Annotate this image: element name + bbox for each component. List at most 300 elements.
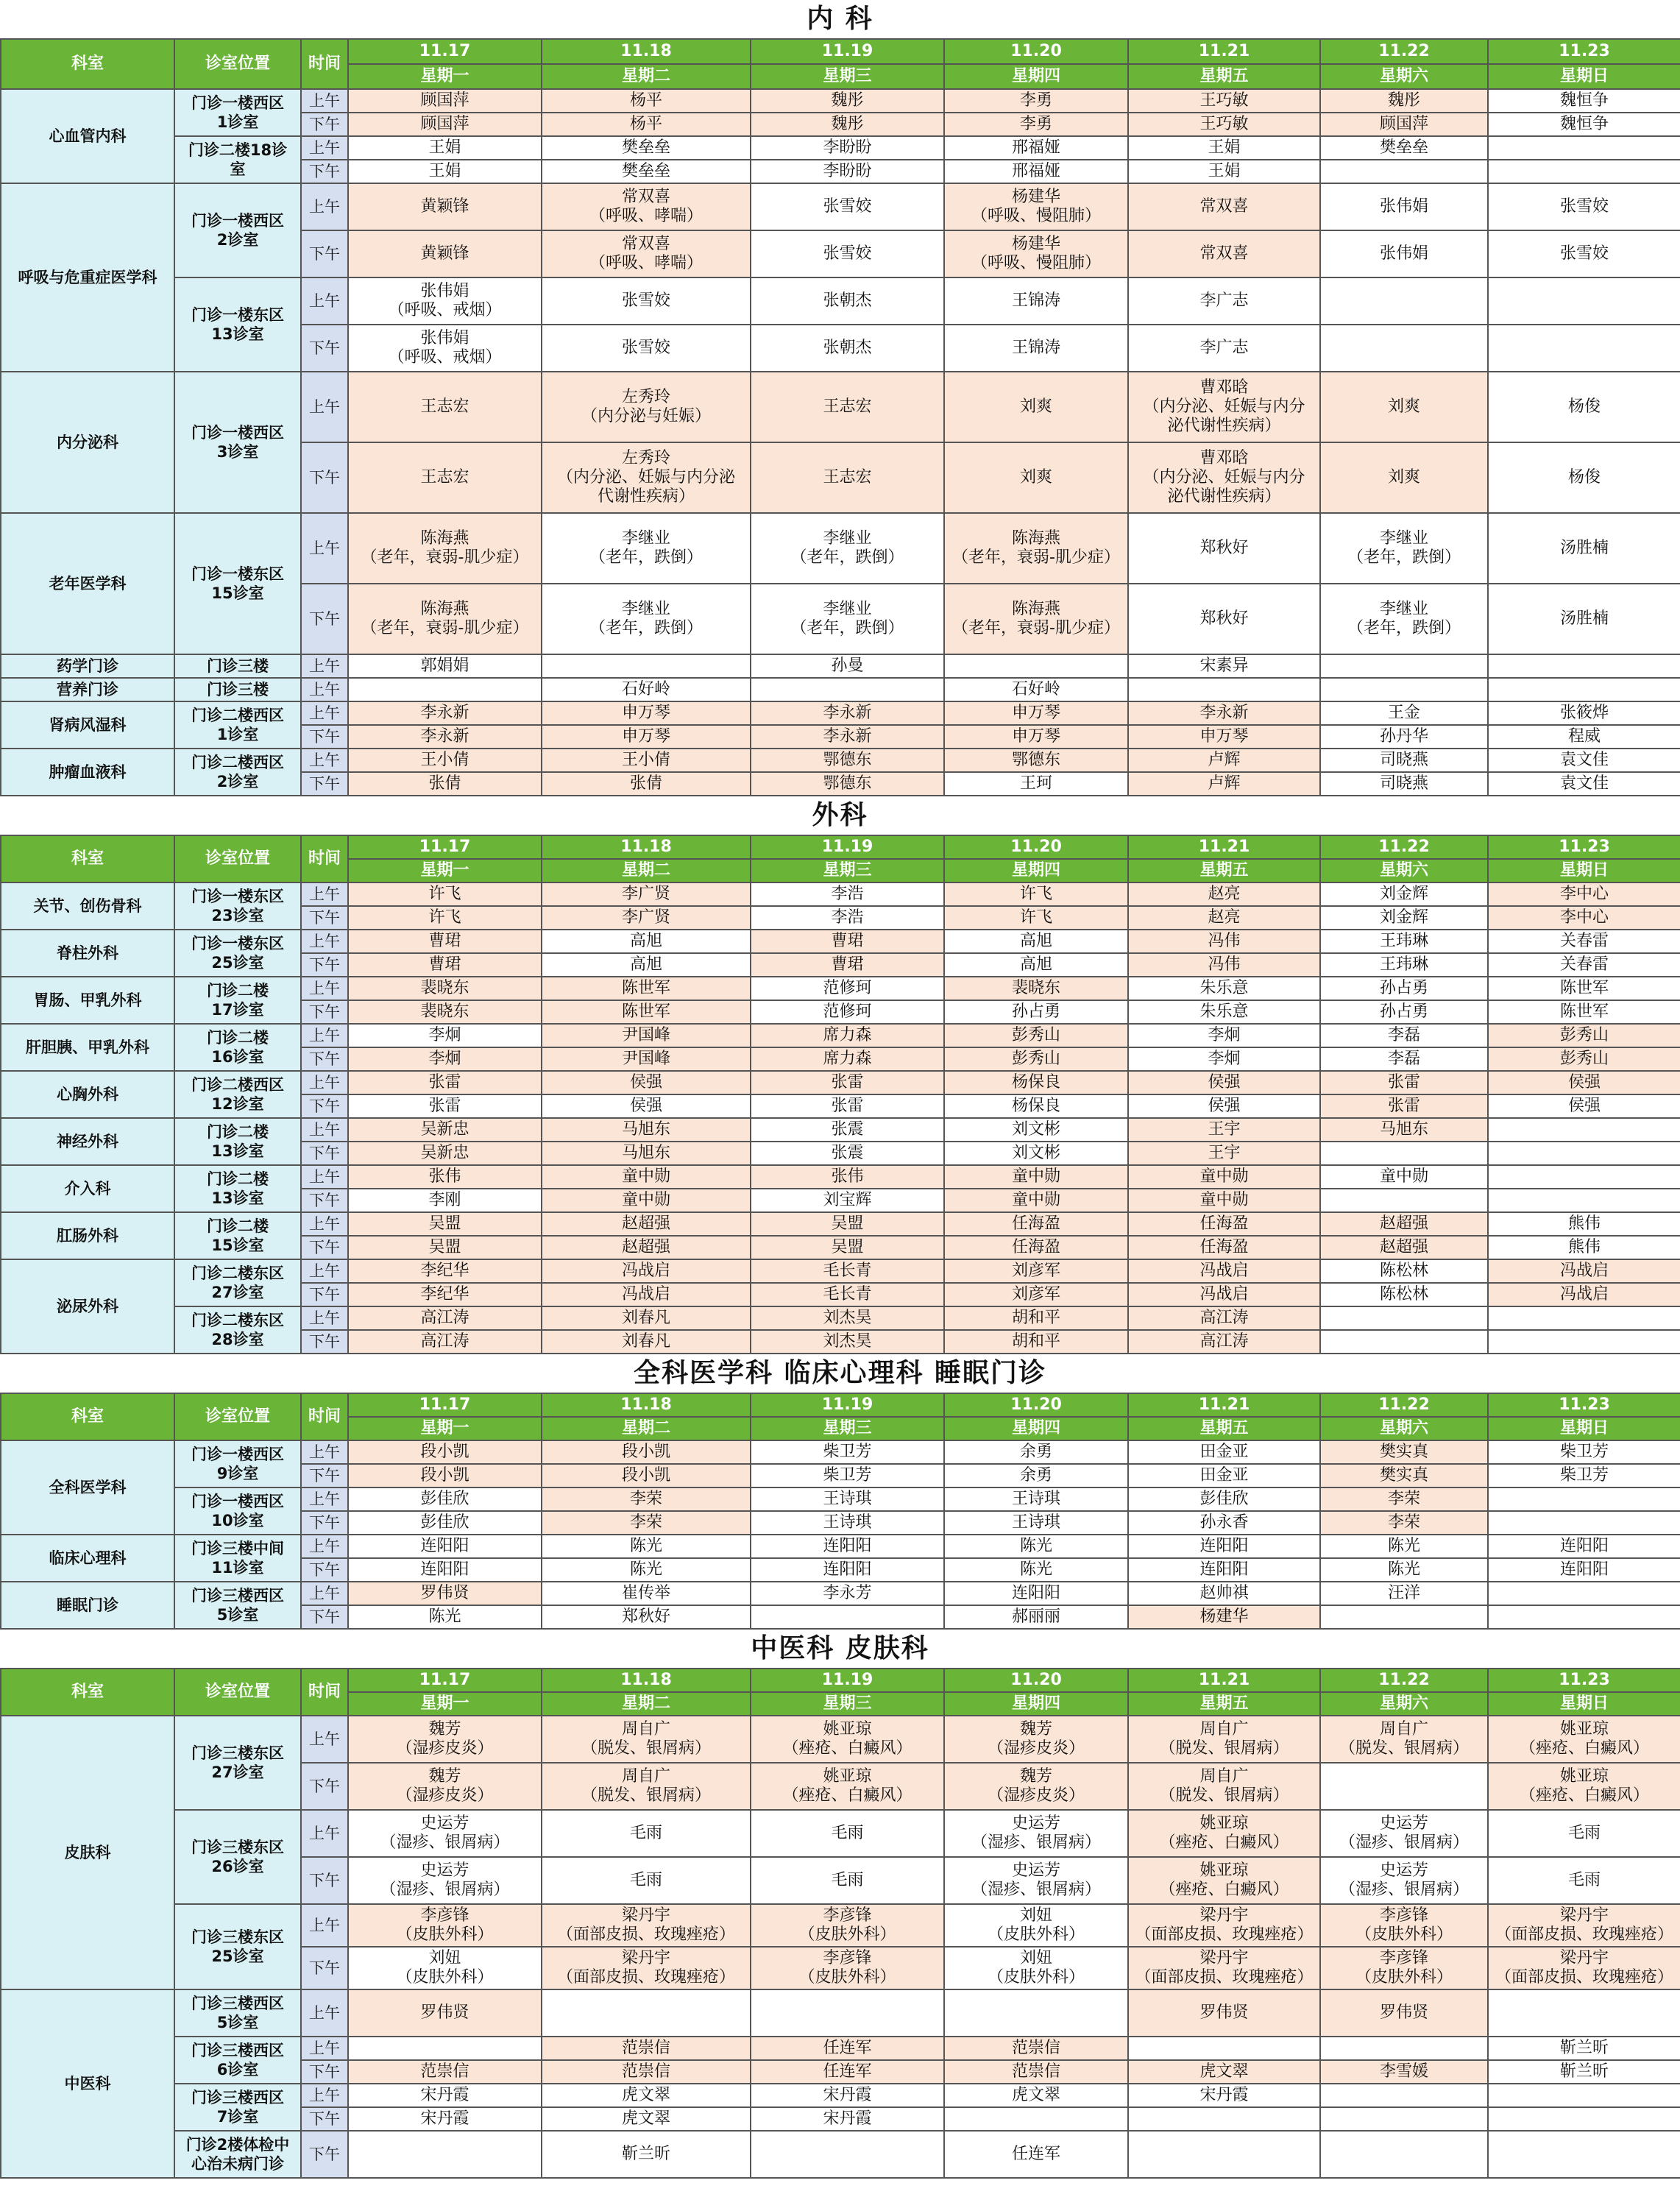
doctor-cell: 张雪姣 — [751, 183, 944, 230]
column-header-weekday: 星期六 — [1320, 1692, 1488, 1716]
doctor-cell: 马旭东 — [1320, 1118, 1488, 1142]
doctor-cell: 张伟娟 — [1320, 230, 1488, 277]
doctor-cell: 宋丹霞 — [1128, 2084, 1320, 2107]
doctor-cell: 段小凯 — [348, 1464, 542, 1487]
doctor-cell: 史运芳 （湿疹、银屑病） — [944, 1857, 1128, 1904]
time-slot: 上午 — [301, 1440, 348, 1464]
doctor-cell: 王娟 — [1128, 136, 1320, 160]
doctor-cell: 童中勋 — [1128, 1189, 1320, 1212]
doctor-cell: 李中心 — [1488, 906, 1680, 930]
doctor-cell: 刘爽 — [944, 442, 1128, 513]
time-slot: 上午 — [301, 1989, 348, 2037]
doctor-cell: 李彦锋 （皮肤外科） — [1320, 1904, 1488, 1947]
doctor-cell: 鄂德东 — [751, 772, 944, 796]
doctor-cell: 王玮琳 — [1320, 930, 1488, 953]
section-title: 中医科 皮肤科 — [751, 1633, 929, 1663]
doctor-cell: 柴卫芳 — [751, 1464, 944, 1487]
doctor-cell: 王娟 — [348, 136, 542, 160]
time-slot: 下午 — [301, 1047, 348, 1071]
time-slot: 上午 — [301, 513, 348, 584]
doctor-cell: 宋丹霞 — [751, 2107, 944, 2131]
doctor-cell: 郑秋好 — [542, 1605, 751, 1629]
doctor-cell: 许飞 — [348, 906, 542, 930]
clinic-location: 门诊二楼东区 27诊室 — [174, 1259, 301, 1306]
doctor-cell: 冯战启 — [1488, 1259, 1680, 1283]
doctor-cell: 陈世军 — [1488, 977, 1680, 1000]
doctor-cell: 鄂德东 — [751, 749, 944, 772]
time-slot: 下午 — [301, 1947, 348, 1989]
clinic-location: 门诊一楼西区 9诊室 — [174, 1440, 301, 1487]
doctor-cell — [1488, 1142, 1680, 1165]
time-slot: 下午 — [301, 1605, 348, 1629]
doctor-cell: 黄颖锋 — [348, 183, 542, 230]
doctor-cell: 宋丹霞 — [348, 2084, 542, 2107]
doctor-cell: 常双喜 （呼吸、哮喘） — [542, 230, 751, 277]
time-slot: 下午 — [301, 1763, 348, 1810]
doctor-cell: 王志宏 — [751, 442, 944, 513]
doctor-cell: 顾国萍 — [348, 89, 542, 113]
doctor-cell: 段小凯 — [348, 1440, 542, 1464]
department-name: 老年医学科 — [1, 513, 174, 654]
doctor-cell: 王志宏 — [348, 442, 542, 513]
doctor-cell: 高旭 — [542, 953, 751, 977]
doctor-cell: 王玮琳 — [1320, 953, 1488, 977]
doctor-cell: 魏彤 — [751, 113, 944, 136]
table-row — [1, 1810, 1680, 1857]
doctor-cell: 李广志 — [1128, 325, 1320, 372]
doctor-cell: 吴新忠 — [348, 1118, 542, 1142]
doctor-cell: 赵超强 — [542, 1212, 751, 1236]
table-row — [1, 1212, 1680, 1236]
doctor-cell: 毛雨 — [1488, 1857, 1680, 1904]
doctor-cell: 毛雨 — [542, 1857, 751, 1904]
doctor-cell: 连阳阳 — [1488, 1558, 1680, 1582]
time-slot: 上午 — [301, 1071, 348, 1094]
doctor-cell: 张伟 — [751, 1165, 944, 1189]
time-slot: 下午 — [301, 230, 348, 277]
table-row — [1, 1904, 1680, 1947]
time-slot: 上午 — [301, 701, 348, 725]
doctor-cell: 靳兰昕 — [1488, 2060, 1680, 2084]
doctor-cell — [1128, 2037, 1320, 2060]
column-header-date: 11.20 — [944, 1669, 1128, 1692]
table-row — [1, 1071, 1680, 1094]
doctor-cell: 顾国萍 — [1320, 113, 1488, 136]
doctor-cell: 虎文翠 — [944, 2084, 1128, 2107]
column-header-weekday: 星期五 — [1128, 64, 1320, 89]
doctor-cell: 左秀玲 （内分泌与妊娠） — [542, 372, 751, 442]
clinic-location: 门诊三楼 — [174, 678, 301, 701]
doctor-cell: 汤胜楠 — [1488, 584, 1680, 654]
time-slot: 上午 — [301, 1582, 348, 1605]
doctor-cell: 张雷 — [348, 1071, 542, 1094]
doctor-cell: 魏芳 （湿疹皮炎） — [944, 1763, 1128, 1810]
schedule-table — [0, 835, 1680, 1354]
table-row — [1, 1259, 1680, 1283]
doctor-cell: 常双喜 （呼吸、哮喘） — [542, 183, 751, 230]
doctor-cell: 梁丹宇 （面部皮损、玫瑰痤疮） — [1128, 1904, 1320, 1947]
doctor-cell: 周自广 （脱发、银屑病） — [1128, 1763, 1320, 1810]
doctor-cell: 姚亚琼 （痤疮、白癜风） — [1488, 1716, 1680, 1763]
column-header-location: 诊室位置 — [174, 1393, 301, 1440]
doctor-cell: 张倩 — [542, 772, 751, 796]
doctor-cell: 冯战启 — [542, 1259, 751, 1283]
doctor-cell: 尹国峰 — [542, 1047, 751, 1071]
department-name: 肿瘤血液科 — [1, 749, 174, 796]
doctor-cell: 王珂 — [944, 772, 1128, 796]
doctor-cell: 柴卫芳 — [1488, 1440, 1680, 1464]
doctor-cell — [1128, 2131, 1320, 2178]
doctor-cell — [1320, 277, 1488, 325]
time-slot: 上午 — [301, 1212, 348, 1236]
doctor-cell: 许飞 — [944, 882, 1128, 906]
doctor-cell — [1488, 160, 1680, 183]
doctor-cell: 申万琴 — [542, 701, 751, 725]
doctor-cell: 刘爽 — [1320, 442, 1488, 513]
doctor-cell: 李荣 — [1320, 1511, 1488, 1535]
column-header-location: 诊室位置 — [174, 1669, 301, 1716]
column-header-time: 时间 — [301, 39, 348, 89]
doctor-cell: 关春雷 — [1488, 930, 1680, 953]
doctor-cell: 张雪姣 — [1488, 230, 1680, 277]
doctor-cell: 柴卫芳 — [751, 1440, 944, 1464]
doctor-cell: 王巧敏 — [1128, 113, 1320, 136]
doctor-cell: 郑秋好 — [1128, 513, 1320, 584]
doctor-cell: 王宇 — [1128, 1142, 1320, 1165]
doctor-cell: 彭秀山 — [1488, 1047, 1680, 1071]
section-title: 外科 — [812, 800, 868, 830]
clinic-location: 门诊三楼东区 27诊室 — [174, 1716, 301, 1810]
doctor-cell: 李永新 — [348, 701, 542, 725]
table-row — [1, 1306, 1680, 1330]
time-slot: 下午 — [301, 1142, 348, 1165]
doctor-cell: 李炯 — [1128, 1047, 1320, 1071]
clinic-location: 门诊一楼西区 10诊室 — [174, 1487, 301, 1535]
column-header-date: 11.20 — [944, 835, 1128, 859]
doctor-cell: 毛雨 — [542, 1810, 751, 1857]
clinic-location: 门诊一楼东区 13诊室 — [174, 277, 301, 372]
doctor-cell: 梁丹宇 （面部皮损、玫瑰痤疮） — [542, 1947, 751, 1989]
doctor-cell: 陈松林 — [1320, 1283, 1488, 1306]
time-slot: 上午 — [301, 1487, 348, 1511]
doctor-cell: 冯伟 — [1128, 953, 1320, 977]
doctor-cell: 张伟 — [348, 1165, 542, 1189]
doctor-cell: 李彦锋 （皮肤外科） — [751, 1947, 944, 1989]
column-header-dept: 科室 — [1, 835, 174, 882]
time-slot: 上午 — [301, 2037, 348, 2060]
doctor-cell: 杨建华 （呼吸、慢阻肺） — [944, 230, 1128, 277]
column-header-weekday: 星期三 — [751, 859, 944, 882]
doctor-cell: 熊伟 — [1488, 1212, 1680, 1236]
doctor-cell: 王娟 — [1128, 160, 1320, 183]
doctor-cell: 李勇 — [944, 89, 1128, 113]
doctor-cell: 彭佳欣 — [1128, 1487, 1320, 1511]
doctor-cell: 李永新 — [1128, 701, 1320, 725]
doctor-cell: 田金亚 — [1128, 1464, 1320, 1487]
doctor-cell: 席力森 — [751, 1024, 944, 1047]
doctor-cell: 李彦锋 （皮肤外科） — [348, 1904, 542, 1947]
clinic-location: 门诊2楼体检中 心治未病门诊 — [174, 2131, 301, 2178]
department-name: 临床心理科 — [1, 1535, 174, 1582]
doctor-cell: 侯强 — [1488, 1094, 1680, 1118]
column-header-weekday: 星期二 — [542, 859, 751, 882]
column-header-location: 诊室位置 — [174, 39, 301, 89]
doctor-cell: 侯强 — [542, 1094, 751, 1118]
clinic-location: 门诊一楼东区 23诊室 — [174, 882, 301, 930]
doctor-cell: 余勇 — [944, 1440, 1128, 1464]
doctor-cell: 刘妞 （皮肤外科） — [944, 1904, 1128, 1947]
doctor-cell: 司晓燕 — [1320, 749, 1488, 772]
doctor-cell: 宋丹霞 — [751, 2084, 944, 2107]
table-row — [1, 1118, 1680, 1142]
doctor-cell — [1488, 1306, 1680, 1330]
doctor-cell: 冯战启 — [1128, 1283, 1320, 1306]
doctor-cell: 杨俊 — [1488, 442, 1680, 513]
doctor-cell: 张雪姣 — [542, 325, 751, 372]
column-header-date: 11.18 — [542, 1393, 751, 1417]
department-name: 睡眠门诊 — [1, 1582, 174, 1629]
doctor-cell: 侯强 — [542, 1071, 751, 1094]
department-name: 全科医学科 — [1, 1440, 174, 1535]
table-row — [1, 372, 1680, 442]
doctor-cell: 童中勋 — [542, 1165, 751, 1189]
doctor-cell — [1320, 2084, 1488, 2107]
doctor-cell: 汤胜楠 — [1488, 513, 1680, 584]
column-header-weekday: 星期日 — [1488, 64, 1680, 89]
column-header-date: 11.21 — [1128, 835, 1320, 859]
doctor-cell: 杨平 — [542, 89, 751, 113]
time-slot: 上午 — [301, 1024, 348, 1047]
doctor-cell: 范崇信 — [944, 2060, 1128, 2084]
table-row — [1, 930, 1680, 953]
doctor-cell: 李永芳 — [751, 1582, 944, 1605]
column-header-date: 11.21 — [1128, 39, 1320, 64]
column-header-weekday: 星期六 — [1320, 859, 1488, 882]
column-header-dept: 科室 — [1, 1669, 174, 1716]
doctor-cell: 童中勋 — [944, 1189, 1128, 1212]
doctor-cell: 虎文翠 — [542, 2107, 751, 2131]
time-slot: 下午 — [301, 2131, 348, 2178]
doctor-cell: 刘爽 — [1320, 372, 1488, 442]
doctor-cell: 陈海燕 （老年，衰弱-肌少症） — [348, 584, 542, 654]
clinic-location: 门诊二楼 13诊室 — [174, 1165, 301, 1212]
doctor-cell: 李纪华 — [348, 1259, 542, 1283]
doctor-cell: 范崇信 — [542, 2037, 751, 2060]
doctor-cell: 姚亚琼 （痤疮、白癜风） — [751, 1763, 944, 1810]
header-row-dates — [1, 1669, 1680, 1692]
doctor-cell — [542, 1989, 751, 2037]
doctor-cell: 姚亚琼 （痤疮、白癜风） — [751, 1716, 944, 1763]
doctor-cell — [1488, 1605, 1680, 1629]
doctor-cell: 任海盈 — [944, 1236, 1128, 1259]
doctor-cell: 杨保良 — [944, 1071, 1128, 1094]
doctor-cell: 侯强 — [1128, 1071, 1320, 1094]
clinic-location: 门诊二楼 13诊室 — [174, 1118, 301, 1165]
doctor-cell: 彭佳欣 — [348, 1487, 542, 1511]
doctor-cell: 孙占勇 — [1320, 1000, 1488, 1024]
doctor-cell: 李永新 — [348, 725, 542, 749]
doctor-cell: 田金亚 — [1128, 1440, 1320, 1464]
doctor-cell: 陈世军 — [542, 977, 751, 1000]
doctor-cell: 樊垒垒 — [542, 160, 751, 183]
doctor-cell: 童中勋 — [1128, 1165, 1320, 1189]
doctor-cell — [542, 654, 751, 678]
doctor-cell: 李盼盼 — [751, 160, 944, 183]
doctor-cell: 柴卫芳 — [1488, 1464, 1680, 1487]
doctor-cell: 张雪姣 — [1488, 183, 1680, 230]
doctor-cell: 陈海燕 （老年，衰弱-肌少症） — [944, 513, 1128, 584]
doctor-cell: 郝丽丽 — [944, 1605, 1128, 1629]
doctor-cell: 范崇信 — [348, 2060, 542, 2084]
time-slot: 上午 — [301, 1904, 348, 1947]
doctor-cell: 吴盟 — [348, 1212, 542, 1236]
doctor-cell: 李荣 — [1320, 1487, 1488, 1511]
column-header-weekday: 星期三 — [751, 1417, 944, 1440]
doctor-cell: 王宇 — [1128, 1118, 1320, 1142]
doctor-cell — [1488, 325, 1680, 372]
doctor-cell: 郑秋好 — [1128, 584, 1320, 654]
time-slot: 下午 — [301, 1330, 348, 1354]
schedule-table — [0, 38, 1680, 796]
time-slot: 下午 — [301, 725, 348, 749]
doctor-cell: 樊垒垒 — [542, 136, 751, 160]
doctor-cell: 袁文佳 — [1488, 749, 1680, 772]
doctor-cell — [944, 1989, 1128, 2037]
time-slot: 下午 — [301, 953, 348, 977]
doctor-cell: 高旭 — [542, 930, 751, 953]
doctor-cell: 宋素异 — [1128, 654, 1320, 678]
time-slot: 上午 — [301, 749, 348, 772]
department-name: 关节、创伤骨科 — [1, 882, 174, 930]
doctor-cell: 席力森 — [751, 1047, 944, 1071]
doctor-cell: 马旭东 — [542, 1142, 751, 1165]
doctor-cell: 裴晓东 — [348, 977, 542, 1000]
time-slot: 上午 — [301, 1259, 348, 1283]
column-header-date: 11.19 — [751, 1393, 944, 1417]
doctor-cell: 司晓燕 — [1320, 772, 1488, 796]
doctor-cell: 赵亮 — [1128, 882, 1320, 906]
table-row — [1, 1716, 1680, 1763]
column-header-weekday: 星期四 — [944, 64, 1128, 89]
doctor-cell: 刘金辉 — [1320, 882, 1488, 906]
doctor-cell — [1488, 1118, 1680, 1142]
doctor-cell: 李广志 — [1128, 277, 1320, 325]
column-header-date: 11.18 — [542, 1669, 751, 1692]
clinic-location: 门诊三楼西区 7诊室 — [174, 2084, 301, 2131]
doctor-cell: 王巧敏 — [1128, 89, 1320, 113]
column-header-weekday: 星期三 — [751, 1692, 944, 1716]
time-slot: 下午 — [301, 160, 348, 183]
doctor-cell: 刘杰昊 — [751, 1330, 944, 1354]
time-slot: 上午 — [301, 277, 348, 325]
doctor-cell: 周自广 （脱发、银屑病） — [1320, 1716, 1488, 1763]
column-header-date: 11.19 — [751, 835, 944, 859]
doctor-cell — [1488, 277, 1680, 325]
column-header-weekday: 星期日 — [1488, 1417, 1680, 1440]
table-row — [1, 749, 1680, 772]
doctor-cell — [1128, 678, 1320, 701]
doctor-cell: 曹邓晗 （内分泌、妊娠与内分 泌代谢性疾病） — [1128, 372, 1320, 442]
doctor-cell: 樊垒垒 — [1320, 136, 1488, 160]
doctor-cell: 毛长青 — [751, 1259, 944, 1283]
doctor-cell: 高江涛 — [1128, 1306, 1320, 1330]
doctor-cell: 张雷 — [1320, 1094, 1488, 1118]
time-slot: 下午 — [301, 772, 348, 796]
doctor-cell: 李永新 — [751, 725, 944, 749]
doctor-cell — [1488, 1189, 1680, 1212]
doctor-cell: 陈光 — [944, 1558, 1128, 1582]
clinic-location: 门诊三楼西区 5诊室 — [174, 1582, 301, 1629]
doctor-cell: 侯强 — [1488, 1071, 1680, 1094]
doctor-cell: 赵帅祺 — [1128, 1582, 1320, 1605]
doctor-cell: 毛雨 — [1488, 1810, 1680, 1857]
time-slot: 上午 — [301, 136, 348, 160]
column-header-date: 11.17 — [348, 835, 542, 859]
doctor-cell: 连阳阳 — [1128, 1558, 1320, 1582]
time-slot: 上午 — [301, 89, 348, 113]
time-slot: 上午 — [301, 1716, 348, 1763]
doctor-cell: 任连军 — [944, 2131, 1128, 2178]
doctor-cell: 刘金辉 — [1320, 906, 1488, 930]
doctor-cell: 魏彤 — [751, 89, 944, 113]
doctor-cell — [1320, 1142, 1488, 1165]
header-row-dates — [1, 39, 1680, 64]
doctor-cell: 魏恒争 — [1488, 113, 1680, 136]
doctor-cell: 刘文彬 — [944, 1142, 1128, 1165]
doctor-cell: 曹珺 — [348, 953, 542, 977]
doctor-cell: 张震 — [751, 1118, 944, 1142]
department-name: 肾病风湿科 — [1, 701, 174, 749]
doctor-cell: 余勇 — [944, 1464, 1128, 1487]
doctor-cell: 王小倩 — [542, 749, 751, 772]
doctor-cell: 姚亚琼 （痤疮、白癜风） — [1488, 1763, 1680, 1810]
doctor-cell: 周自广 （脱发、银屑病） — [542, 1716, 751, 1763]
doctor-cell — [1320, 325, 1488, 372]
time-slot: 上午 — [301, 1810, 348, 1857]
doctor-cell: 魏芳 （湿疹皮炎） — [348, 1716, 542, 1763]
clinic-location: 门诊一楼西区 2诊室 — [174, 183, 301, 277]
doctor-cell: 陈海燕 （老年，衰弱-肌少症） — [944, 584, 1128, 654]
time-slot: 下午 — [301, 325, 348, 372]
doctor-cell: 李继业 （老年，跌倒） — [1320, 513, 1488, 584]
time-slot: 上午 — [301, 977, 348, 1000]
doctor-cell: 王锦涛 — [944, 325, 1128, 372]
table-row — [1, 1989, 1680, 2037]
doctor-cell: 程威 — [1488, 725, 1680, 749]
table-row — [1, 1582, 1680, 1605]
doctor-cell: 曹珺 — [348, 930, 542, 953]
doctor-cell: 彭佳欣 — [348, 1511, 542, 1535]
doctor-cell: 张雷 — [1320, 1071, 1488, 1094]
doctor-cell: 李刚 — [348, 1189, 542, 1212]
doctor-cell: 童中勋 — [1320, 1165, 1488, 1189]
doctor-cell: 王诗琪 — [944, 1511, 1128, 1535]
column-header-weekday: 星期一 — [348, 1692, 542, 1716]
table-row — [1, 1440, 1680, 1464]
doctor-cell: 虎文翠 — [542, 2084, 751, 2107]
clinic-location: 门诊一楼西区 1诊室 — [174, 89, 301, 136]
department-name: 肝胆胰、甲乳外科 — [1, 1024, 174, 1071]
doctor-cell: 尹国峰 — [542, 1024, 751, 1047]
time-slot: 下午 — [301, 1464, 348, 1487]
doctor-cell: 吴新忠 — [348, 1142, 542, 1165]
doctor-cell: 任海盈 — [944, 1212, 1128, 1236]
column-header-weekday: 星期五 — [1128, 1692, 1320, 1716]
doctor-cell: 左秀玲 （内分泌、妊娠与内分泌 代谢性疾病） — [542, 442, 751, 513]
doctor-cell: 杨保良 — [944, 1094, 1128, 1118]
doctor-cell: 王诗琪 — [751, 1487, 944, 1511]
doctor-cell: 陈世军 — [1488, 1000, 1680, 1024]
